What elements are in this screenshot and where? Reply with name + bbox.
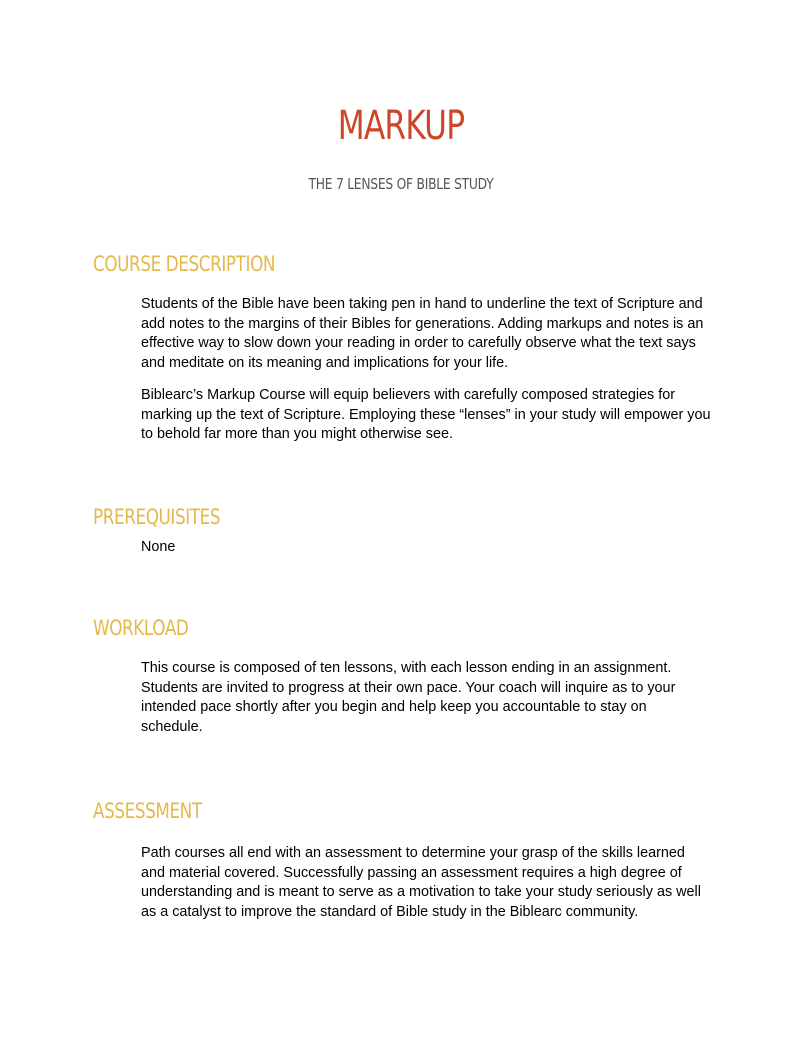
assessment-paragraph-1: Path courses all end with an assessment to determine your grasp of the skills learned and material covered. Successfully passing an assessment requires a high degree of understanding and is meant to serve as a motivation to take your study seriously as well as a catalyst to improve the standard of Bible study in the Biblearc community.: [141, 845, 701, 920]
workload-paragraph-1: This course is composed of ten lessons, with each lesson ending in an assignment. Students are invited to progress at their own pace. Your coach will inquire as to your intended pace shortly after you begin and help keep you accountable to stay on schedule.: [141, 660, 676, 735]
document-subtitle: THE 7 LENSES OF BIBLE STUDY: [308, 175, 494, 193]
course-description-paragraph-1: Students of the Bible have been taking pen in hand to underline the text of Scripture and add notes to the margins of their Bibles for generations. Adding markups and notes is an effective way to slow down your reading in order to carefully observe what the text says and meditate on its meaning and implications for your life.: [141, 296, 704, 371]
assessment-body: [141, 844, 711, 935]
course-description-paragraph-2: Biblearc’s Markup Course will equip believers with carefully composed strategies for marking up the text of Scripture. Employing these “lenses” in your study will empower you to behold far more than you might otherwise see.: [141, 387, 711, 442]
course-description-body: [141, 295, 711, 458]
prerequisites-body: [141, 538, 711, 571]
document-title: MARKUP: [337, 103, 465, 149]
assessment-heading: ASSESSMENT: [93, 799, 202, 823]
prerequisites-heading: PREREQUISITES: [93, 505, 221, 529]
workload-heading: WORKLOAD: [93, 616, 189, 640]
workload-body: [141, 659, 711, 750]
course-description-heading: COURSE DESCRIPTION: [93, 252, 276, 276]
prerequisites-paragraph-1: None: [141, 539, 176, 555]
